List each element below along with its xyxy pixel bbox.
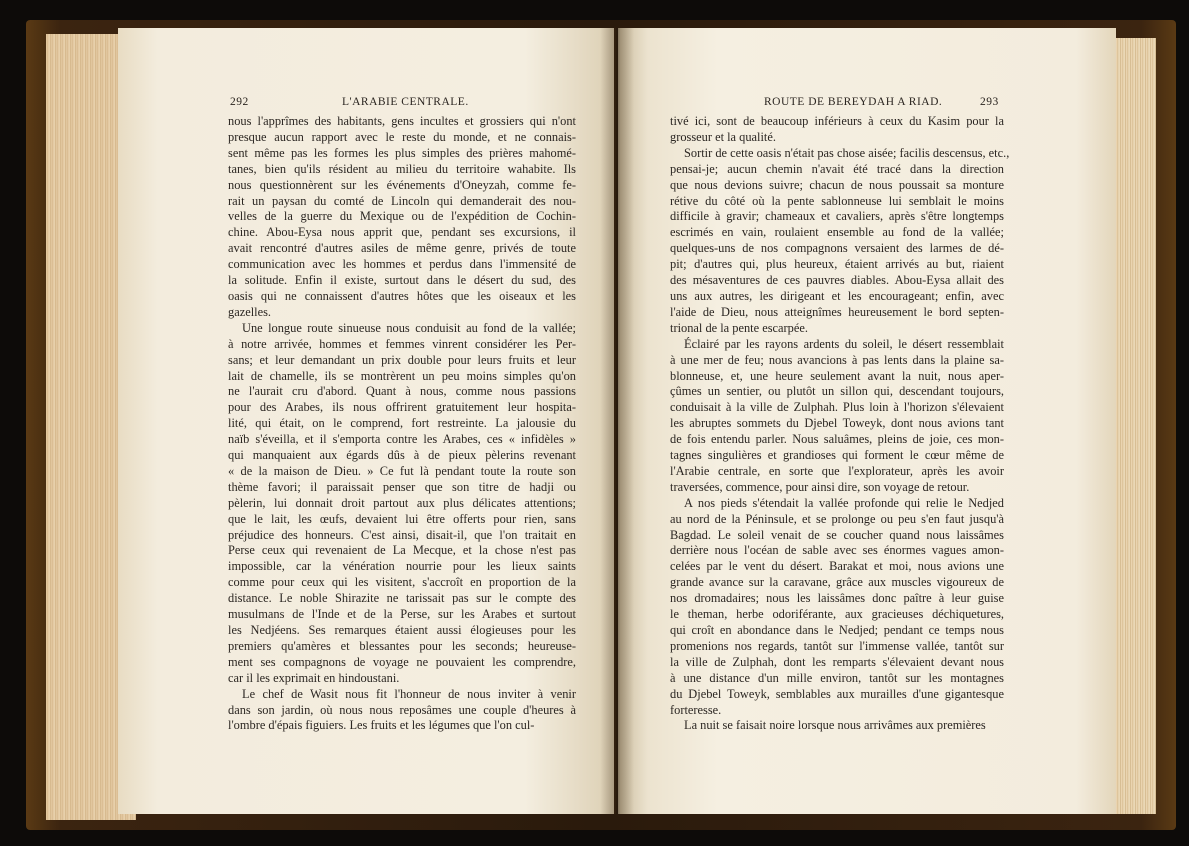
text-line: trional de la pente escarpée. xyxy=(670,320,808,335)
text-line: comme pour ceux qui les visitent, s'accroît en proportion de la xyxy=(228,575,576,590)
text-line: l'ombre d'épais figuiers. Les fruits et les légumes que l'on cul- xyxy=(228,718,535,733)
text-line: gazelles. xyxy=(228,304,271,319)
text-line: velles de la guerre du Mexique ou de l'expédition de Cochin- xyxy=(228,209,576,224)
text-line: dans son jardin, où nous nous reposâmes une couple d'heures à xyxy=(228,702,576,717)
text-line: les Nedjéens. Ses remarques étaient aussi élogieuses pour les xyxy=(228,623,576,637)
text-line: Éclairé par les rayons ardents du soleil, le désert ressemblait xyxy=(684,336,1004,351)
text-line: uns aux autres, les dirigeant et les encourageant; enfin, avec xyxy=(670,288,1004,303)
text-line: sent même pas les formes les plus simples des prières mahomé- xyxy=(228,145,576,160)
text-line: impossible, car la vénération nourrie pour les lieux saints xyxy=(228,559,576,574)
text-line: thème favori; il paraissait penser que son titre de hadji ou xyxy=(228,479,576,494)
left-page-number: 292 xyxy=(230,96,249,108)
text-line: celées par le vent du désert. Barakat et moi, nous avions une xyxy=(670,559,1004,574)
text-line: nous questionnèrent sur les événements d'Oneyzah, comme fe- xyxy=(228,177,576,192)
text-line: rétive du côté où la pente sablonneuse lui semblait le moins xyxy=(670,193,1004,208)
text-line: les abruptes sommets du Djebel Toweyk, dont nous avions tant xyxy=(670,416,1004,431)
right-page xyxy=(618,28,1116,814)
text-line: premiers qu'amères et blessantes pour les seconds; heureuse- xyxy=(228,638,576,653)
text-line: A nos pieds s'étendait la vallée profonde qui relie le Nedjed xyxy=(684,495,1004,510)
text-line: Bagdad. Le soleil venait de se coucher quand nous laissâmes xyxy=(670,527,1004,542)
text-line: chine. Abou-Eysa nous apprit que, pendant ses excursions, il xyxy=(228,225,576,240)
text-line: lait de chamelle, ils se montrèrent un peu moins simples qu'on xyxy=(228,368,576,383)
right-running-head: ROUTE DE BEREYDAH A RIAD. xyxy=(764,96,943,108)
text-line: escrimés en vain, roulaient ensemble au fond de la vallée; xyxy=(670,225,1004,240)
text-line: ne l'aurait cru d'abord. Quant à nous, comme nous passions xyxy=(228,384,576,399)
text-line: tivé ici, sont de beaucoup inférieurs à ceux du Kasim pour la xyxy=(670,114,1004,128)
text-line: pensai-je; aucun chemin n'avait été tracé dans la direction xyxy=(670,161,1004,176)
text-line: l'Arabie centrale, en sorte que l'explorateur, après les avoir xyxy=(670,463,1004,478)
text-line: des mésaventures de ces pauvres diables. Abou-Eysa allait des xyxy=(670,273,1004,288)
left-page-body xyxy=(228,114,576,734)
right-page-body xyxy=(670,114,1010,734)
text-line: Le chef de Wasit nous fit l'honneur de nous inviter à venir xyxy=(242,686,576,701)
text-line: Perse ceux qui revenaient de La Mecque, et la chose n'est pas xyxy=(228,543,576,558)
text-line: lité, qui était, on le comprend, fort restreinte. La jalousie du xyxy=(228,416,576,431)
left-page xyxy=(118,28,614,814)
text-line: que le lait, les œufs, devaient lui être offerts pour rien, sans xyxy=(228,511,576,526)
text-line: qui manquaient aux égards dûs à de pieux pèlerins revenant xyxy=(228,448,576,463)
text-line: La nuit se faisait noire lorsque nous arrivâmes aux premières xyxy=(684,718,986,733)
text-line: grosseur et la qualité. xyxy=(670,129,776,144)
text-line: distance. Le noble Shirazite ne tarissait pas sur le compte des xyxy=(228,591,576,606)
text-line: la ville de Zulphah, dont les remparts s'élevaient devant nous xyxy=(670,654,1004,669)
right-page-number: 293 xyxy=(980,96,999,108)
text-line: promenions nos regards, tantôt sur l'immense vallée, tantôt sur xyxy=(670,638,1004,653)
text-line: à notre arrivée, hommes et femmes vinrent considérer les Per- xyxy=(228,336,576,351)
text-line: tagnes singulières et grandioses qui forment le cœur même de xyxy=(670,448,1004,463)
text-line: de fois entendu parler. Nous saluâmes, pleins de joie, ces mon- xyxy=(670,432,1004,447)
text-line: ment ses compagnons de voyage ne pouvaient les comprendre, xyxy=(228,654,576,669)
text-line: tanes, bien qu'ils résident au milieu du territoire wahabite. Ils xyxy=(228,161,576,176)
text-line: nos dromadaires; nous les laissâmes donc paître à leur guise xyxy=(670,591,1004,606)
text-line: la solitude. Enfin il existe, surtout dans le désert du sud, des xyxy=(228,273,576,288)
book-gutter xyxy=(600,28,634,814)
text-line: le theman, herbe odoriférante, aux gracieuses déchiquetures, xyxy=(670,607,1004,622)
text-line: pour des Arabes, ils nous offrirent gratuitement leur hospita- xyxy=(228,400,576,415)
text-line: car il les exprimait en hindoustani. xyxy=(228,670,400,685)
text-line: oasis qui ne connaissent d'autres hôtes que les oiseaux et les xyxy=(228,288,576,303)
text-line: communication avec les hommes et perdus dans l'immensité de xyxy=(228,257,576,272)
text-line: que nous devions suivre; chacun de nous poussait sa monture xyxy=(670,177,1004,192)
text-line: conduisait à la ville de Zulphah. Plus loin à l'horizon s'élevaient xyxy=(670,400,1004,415)
text-line: derrière nous l'océan de sable avec ses énormes vagues amon- xyxy=(670,543,1004,558)
text-line: avait rencontré d'autres asiles de même genre, privés de toute xyxy=(228,241,576,256)
text-line: forteresse. xyxy=(670,702,722,717)
text-line: quelques-uns de nos compagnons versaient des larmes de dé- xyxy=(670,241,1004,256)
left-running-head: L'ARABIE CENTRALE. xyxy=(342,96,469,108)
text-line: du Djebel Toweyk, semblables aux murailles d'une gigantesque xyxy=(670,686,1004,701)
text-line: l'aide de Dieu, nous atteignîmes heureusement le bord septen- xyxy=(670,304,1004,319)
text-line: préjudice des honneurs. C'est ainsi, disait-il, que l'on traitait en xyxy=(228,527,576,542)
text-line: grande avance sur la caravane, grâce aux muscles vigoureux de xyxy=(670,575,1004,590)
text-line: sans; et leur demandant un prix double pour leurs fruits et leur xyxy=(228,352,576,367)
text-line: rait un paysan du comté de Lincoln qui demanderait des nou- xyxy=(228,193,576,208)
text-line: naïb s'éveilla, et il s'emporta contre les Arabes, ces « infidèles » xyxy=(228,432,576,447)
text-line: Sortir de cette oasis n'était pas chose aisée; facilis descensus, etc., xyxy=(684,145,1010,160)
text-line: Une longue route sinueuse nous conduisit au fond de la vallée; xyxy=(242,320,576,335)
text-line: au nord de la Péninsule, et se prolonge ou peu s'en faut jusqu'à xyxy=(670,511,1004,526)
text-line: à une mer de feu; nous avancions à pas lents dans la plaine sa- xyxy=(670,352,1004,367)
text-line: çûmes un sentier, ou plutôt un sillon qui, descendant toujours, xyxy=(670,384,1004,399)
text-line: blonneuse, et, une heure seulement avant la nuit, nous aper- xyxy=(670,368,1004,383)
text-line: pit; d'autres qui, plus heureux, étaient arrivés au but, riaient xyxy=(670,257,1004,272)
text-line: pèlerin, lui donnait droit partout aux plus délicates attentions; xyxy=(228,495,576,510)
text-line: musulmans de l'Inde et de la Perse, sur les Arabes et surtout xyxy=(228,607,576,622)
text-line: « de la maison de Dieu. » Ce fut là pendant toute la route son xyxy=(228,463,576,478)
text-line: traversées, commence, pour ainsi dire, son voyage de retour. xyxy=(670,479,970,494)
text-line: qui croît en abondance dans le Nedjed; pendant ce temps nous xyxy=(670,623,1004,637)
text-line: à une distance d'un mille environ, tantôt sur les montagnes xyxy=(670,670,1004,685)
text-line: presque aucun rapport avec le reste du monde, et ne connais- xyxy=(228,129,576,144)
text-line: nous l'apprîmes des habitants, gens incultes et grossiers qui n'ont xyxy=(228,114,576,128)
text-line: difficile à gravir; chameaux et cavaliers, après s'être longtemps xyxy=(670,209,1004,224)
